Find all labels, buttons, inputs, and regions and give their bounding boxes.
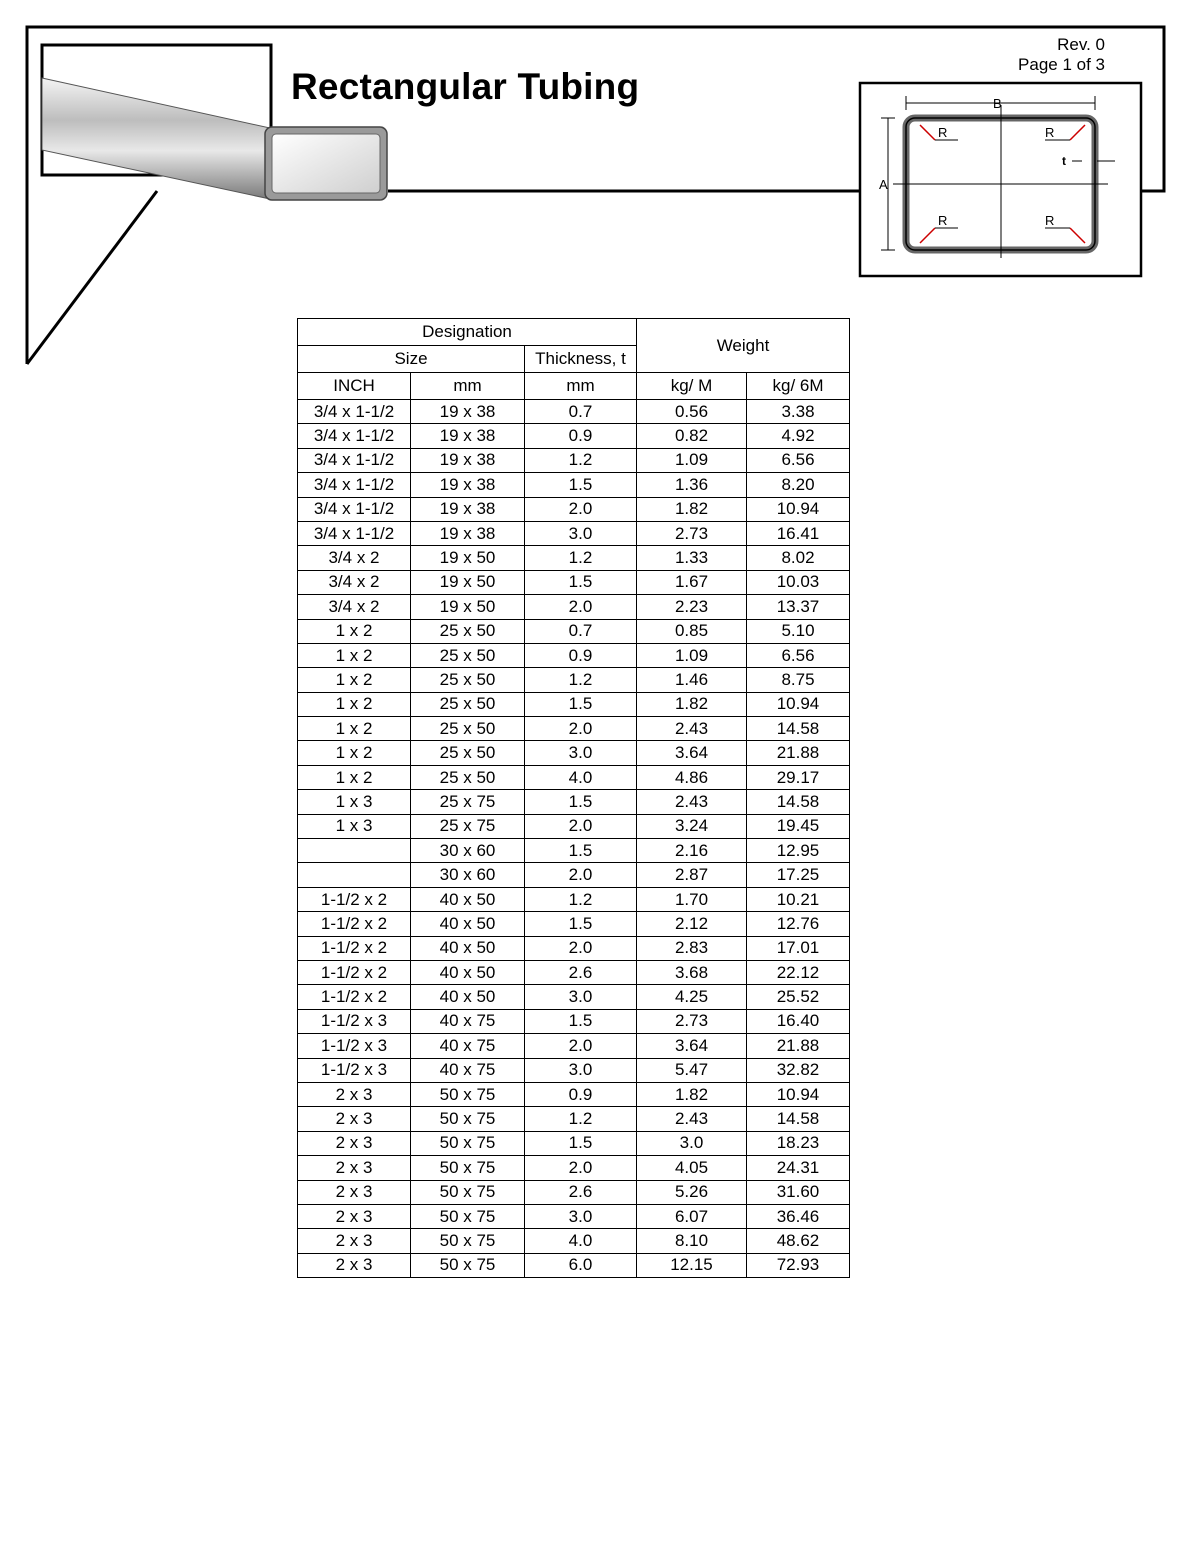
diagram-label-r: R (938, 125, 948, 140)
table-cell: 3.0 (525, 985, 637, 1009)
table-cell: 25 x 50 (411, 717, 525, 741)
table-cell: 5.10 (747, 619, 850, 643)
table-cell: 1.09 (637, 448, 747, 472)
table-cell: 6.07 (637, 1204, 747, 1228)
table-cell: 2.6 (525, 1180, 637, 1204)
table-cell (298, 839, 411, 863)
table-cell: 1 x 2 (298, 717, 411, 741)
table-cell: 50 x 75 (411, 1229, 525, 1253)
table-cell: 25 x 50 (411, 692, 525, 716)
header-weight: Weight (637, 319, 850, 373)
table-cell: 17.01 (747, 936, 850, 960)
diagram-label-b: B (993, 96, 1002, 111)
table-row (298, 595, 850, 619)
unit-header: mm (411, 373, 525, 400)
table-row (298, 570, 850, 594)
rectangular-tubing-table (297, 318, 850, 1278)
table-cell: 29.17 (747, 765, 850, 789)
table-cell: 19 x 38 (411, 473, 525, 497)
table-cell: 19.45 (747, 814, 850, 838)
table-cell: 31.60 (747, 1180, 850, 1204)
table-cell: 2.0 (525, 814, 637, 838)
table-cell: 2.23 (637, 595, 747, 619)
table-row (298, 936, 850, 960)
table-cell: 50 x 75 (411, 1131, 525, 1155)
table-cell: 19 x 38 (411, 448, 525, 472)
table-cell: 1-1/2 x 3 (298, 1009, 411, 1033)
table-cell: 17.25 (747, 863, 850, 887)
table-cell: 3.64 (637, 1034, 747, 1058)
table-cell: 1.2 (525, 887, 637, 911)
table-cell: 12.95 (747, 839, 850, 863)
table-cell: 3/4 x 2 (298, 570, 411, 594)
table-row (298, 692, 850, 716)
table-cell: 8.20 (747, 473, 850, 497)
table-cell: 2.43 (637, 717, 747, 741)
table-cell: 2.0 (525, 595, 637, 619)
table-cell: 5.47 (637, 1058, 747, 1082)
table-cell: 10.03 (747, 570, 850, 594)
table-cell: 25 x 75 (411, 790, 525, 814)
table-cell: 1 x 2 (298, 619, 411, 643)
table-cell: 2.0 (525, 717, 637, 741)
table-cell: 4.92 (747, 424, 850, 448)
table-cell: 1.2 (525, 668, 637, 692)
table-cell: 2.73 (637, 521, 747, 545)
table-cell: 1-1/2 x 2 (298, 912, 411, 936)
table-cell: 1.82 (637, 1082, 747, 1106)
table-cell: 2.87 (637, 863, 747, 887)
table-cell: 1 x 3 (298, 814, 411, 838)
table-cell: 0.9 (525, 1082, 637, 1106)
table-cell: 1 x 2 (298, 692, 411, 716)
table-cell: 2 x 3 (298, 1107, 411, 1131)
table-cell: 0.82 (637, 424, 747, 448)
table-row (298, 790, 850, 814)
cross-section-diagram (860, 83, 1141, 276)
table-cell: 12.15 (637, 1253, 747, 1277)
table-cell: 1.46 (637, 668, 747, 692)
table-cell: 1 x 2 (298, 765, 411, 789)
table-cell: 1-1/2 x 3 (298, 1034, 411, 1058)
table-cell: 2.0 (525, 1156, 637, 1180)
table-cell: 1 x 2 (298, 668, 411, 692)
table-row (298, 1107, 850, 1131)
table-cell: 1.5 (525, 570, 637, 594)
table-row (298, 1229, 850, 1253)
table-cell: 3.0 (637, 1131, 747, 1155)
diagram-label-r: R (938, 213, 948, 228)
table-cell: 50 x 75 (411, 1180, 525, 1204)
revision-label: Rev. 0 (1057, 35, 1105, 54)
unit-header: kg/ 6M (747, 373, 850, 400)
table-cell: 72.93 (747, 1253, 850, 1277)
table-cell: 2.6 (525, 960, 637, 984)
page-number: Page 1 of 3 (1018, 55, 1105, 74)
table-row (298, 1082, 850, 1106)
table-cell: 4.0 (525, 1229, 637, 1253)
table-cell: 19 x 38 (411, 521, 525, 545)
unit-header: INCH (298, 373, 411, 400)
table-cell: 1 x 2 (298, 643, 411, 667)
table-cell: 3/4 x 2 (298, 595, 411, 619)
table-row (298, 521, 850, 545)
diagram-label-r: R (1045, 125, 1055, 140)
table-cell: 3.64 (637, 741, 747, 765)
table-cell: 40 x 75 (411, 1058, 525, 1082)
table-cell: 2.0 (525, 1034, 637, 1058)
table-cell: 1.82 (637, 497, 747, 521)
table-cell: 25 x 50 (411, 765, 525, 789)
table-cell: 16.41 (747, 521, 850, 545)
table-cell: 18.23 (747, 1131, 850, 1155)
table-row (298, 985, 850, 1009)
table-cell: 3/4 x 2 (298, 546, 411, 570)
diagram-label-r: R (1045, 213, 1055, 228)
table-row (298, 717, 850, 741)
table-row (298, 1009, 850, 1033)
table-cell: 3/4 x 1-1/2 (298, 497, 411, 521)
table-cell: 0.7 (525, 619, 637, 643)
table-cell: 0.56 (637, 400, 747, 424)
table-row (298, 1204, 850, 1228)
table-cell: 3.24 (637, 814, 747, 838)
table-cell: 2 x 3 (298, 1180, 411, 1204)
table-cell: 50 x 75 (411, 1253, 525, 1277)
header-size: Size (298, 346, 525, 373)
table-cell: 3.0 (525, 1058, 637, 1082)
table-cell: 25.52 (747, 985, 850, 1009)
table-cell: 0.7 (525, 400, 637, 424)
table-cell: 1 x 2 (298, 741, 411, 765)
table-cell: 50 x 75 (411, 1204, 525, 1228)
table-cell: 3.38 (747, 400, 850, 424)
table-cell: 2.73 (637, 1009, 747, 1033)
table-cell: 3/4 x 1-1/2 (298, 473, 411, 497)
table-row (298, 473, 850, 497)
table-cell: 1-1/2 x 2 (298, 887, 411, 911)
table-cell (298, 863, 411, 887)
table-cell: 0.9 (525, 643, 637, 667)
table-cell: 1.2 (525, 448, 637, 472)
table-row (298, 1131, 850, 1155)
table-cell: 19 x 38 (411, 497, 525, 521)
table-cell: 0.9 (525, 424, 637, 448)
table-cell: 14.58 (747, 1107, 850, 1131)
table-cell: 50 x 75 (411, 1107, 525, 1131)
table-cell: 40 x 50 (411, 960, 525, 984)
table-cell: 3/4 x 1-1/2 (298, 424, 411, 448)
table-cell: 19 x 38 (411, 424, 525, 448)
table-cell: 3/4 x 1-1/2 (298, 521, 411, 545)
table-cell: 40 x 50 (411, 985, 525, 1009)
table-cell: 6.0 (525, 1253, 637, 1277)
table-cell: 4.0 (525, 765, 637, 789)
table-cell: 10.94 (747, 1082, 850, 1106)
table-row (298, 668, 850, 692)
table-cell: 30 x 60 (411, 863, 525, 887)
diagram-label-a: A (879, 177, 888, 192)
table-cell: 40 x 75 (411, 1034, 525, 1058)
table-cell: 0.85 (637, 619, 747, 643)
table-cell: 48.62 (747, 1229, 850, 1253)
table-row (298, 1180, 850, 1204)
header-thickness: Thickness, t (525, 346, 637, 373)
revision-info (1018, 35, 1105, 75)
table-cell: 2 x 3 (298, 1204, 411, 1228)
table-cell: 40 x 50 (411, 887, 525, 911)
table-cell: 3.0 (525, 521, 637, 545)
table-cell: 3/4 x 1-1/2 (298, 400, 411, 424)
table-row (298, 839, 850, 863)
table-row (298, 424, 850, 448)
table-cell: 1.5 (525, 839, 637, 863)
table-cell: 2 x 3 (298, 1082, 411, 1106)
table-cell: 1.5 (525, 692, 637, 716)
table-cell: 2 x 3 (298, 1131, 411, 1155)
unit-header: mm (525, 373, 637, 400)
table-cell: 21.88 (747, 741, 850, 765)
table-cell: 3.68 (637, 960, 747, 984)
table-cell: 1.5 (525, 473, 637, 497)
table-cell: 25 x 50 (411, 619, 525, 643)
table-cell: 2.43 (637, 790, 747, 814)
table-cell: 1-1/2 x 3 (298, 1058, 411, 1082)
table-cell: 19 x 38 (411, 400, 525, 424)
table-row (298, 497, 850, 521)
table-cell: 10.21 (747, 887, 850, 911)
table-cell: 40 x 50 (411, 936, 525, 960)
table-cell: 25 x 50 (411, 668, 525, 692)
table-cell: 2.43 (637, 1107, 747, 1131)
table-cell: 4.86 (637, 765, 747, 789)
table-cell: 21.88 (747, 1034, 850, 1058)
table-cell: 5.26 (637, 1180, 747, 1204)
table-cell: 2.0 (525, 863, 637, 887)
table-cell: 2.83 (637, 936, 747, 960)
table-cell: 50 x 75 (411, 1156, 525, 1180)
table-row (298, 1058, 850, 1082)
table-cell: 2 x 3 (298, 1156, 411, 1180)
table-row (298, 546, 850, 570)
table-cell: 1.2 (525, 546, 637, 570)
table-cell: 2.0 (525, 497, 637, 521)
table-row (298, 400, 850, 424)
table-cell: 19 x 50 (411, 570, 525, 594)
table-cell: 50 x 75 (411, 1082, 525, 1106)
table-cell: 3.0 (525, 1204, 637, 1228)
table-cell: 1.09 (637, 643, 747, 667)
table-cell: 8.75 (747, 668, 850, 692)
table-cell: 32.82 (747, 1058, 850, 1082)
table-cell: 2.16 (637, 839, 747, 863)
table-cell: 1.5 (525, 1009, 637, 1033)
table-cell: 24.31 (747, 1156, 850, 1180)
table-cell: 36.46 (747, 1204, 850, 1228)
table-row (298, 1156, 850, 1180)
table-cell: 1-1/2 x 2 (298, 936, 411, 960)
table-cell: 30 x 60 (411, 839, 525, 863)
table-row (298, 912, 850, 936)
table-cell: 2.0 (525, 936, 637, 960)
table-cell: 10.94 (747, 497, 850, 521)
table-cell: 1.36 (637, 473, 747, 497)
page-title: Rectangular Tubing (291, 66, 640, 107)
table-cell: 25 x 50 (411, 643, 525, 667)
table-cell: 6.56 (747, 448, 850, 472)
table-row (298, 741, 850, 765)
unit-header: kg/ M (637, 373, 747, 400)
table-cell: 14.58 (747, 790, 850, 814)
table-row (298, 643, 850, 667)
table-cell: 1-1/2 x 2 (298, 985, 411, 1009)
table-cell: 14.58 (747, 717, 850, 741)
table-cell: 3.0 (525, 741, 637, 765)
table-row (298, 619, 850, 643)
table-cell: 6.56 (747, 643, 850, 667)
header-designation: Designation (298, 319, 637, 346)
table-row (298, 814, 850, 838)
table-cell: 19 x 50 (411, 595, 525, 619)
table-cell: 1.33 (637, 546, 747, 570)
table-cell: 8.02 (747, 546, 850, 570)
table-cell: 13.37 (747, 595, 850, 619)
table-row (298, 960, 850, 984)
table-cell: 25 x 50 (411, 741, 525, 765)
table-cell: 16.40 (747, 1009, 850, 1033)
table-cell: 4.25 (637, 985, 747, 1009)
table-cell: 2 x 3 (298, 1253, 411, 1277)
table-cell: 40 x 75 (411, 1009, 525, 1033)
table-cell: 1.5 (525, 1131, 637, 1155)
table-body (298, 400, 850, 1278)
table-cell: 1 x 3 (298, 790, 411, 814)
table-cell: 22.12 (747, 960, 850, 984)
table-cell: 3/4 x 1-1/2 (298, 448, 411, 472)
table-row (298, 448, 850, 472)
diagram-label-t: t (1062, 154, 1066, 168)
table-row (298, 863, 850, 887)
table-row (298, 765, 850, 789)
table-cell: 2.12 (637, 912, 747, 936)
table-cell: 12.76 (747, 912, 850, 936)
table-cell: 4.05 (637, 1156, 747, 1180)
table-cell: 2 x 3 (298, 1229, 411, 1253)
table-row (298, 887, 850, 911)
table-cell: 1.70 (637, 887, 747, 911)
table-cell: 10.94 (747, 692, 850, 716)
table-row (298, 1034, 850, 1058)
table-cell: 1.2 (525, 1107, 637, 1131)
table-cell: 8.10 (637, 1229, 747, 1253)
table-cell: 25 x 75 (411, 814, 525, 838)
table-cell: 1.5 (525, 790, 637, 814)
table-cell: 1-1/2 x 2 (298, 960, 411, 984)
table-cell: 1.5 (525, 912, 637, 936)
table-cell: 19 x 50 (411, 546, 525, 570)
table-cell: 1.82 (637, 692, 747, 716)
table-cell: 40 x 50 (411, 912, 525, 936)
table-row (298, 1253, 850, 1277)
table-cell: 1.67 (637, 570, 747, 594)
